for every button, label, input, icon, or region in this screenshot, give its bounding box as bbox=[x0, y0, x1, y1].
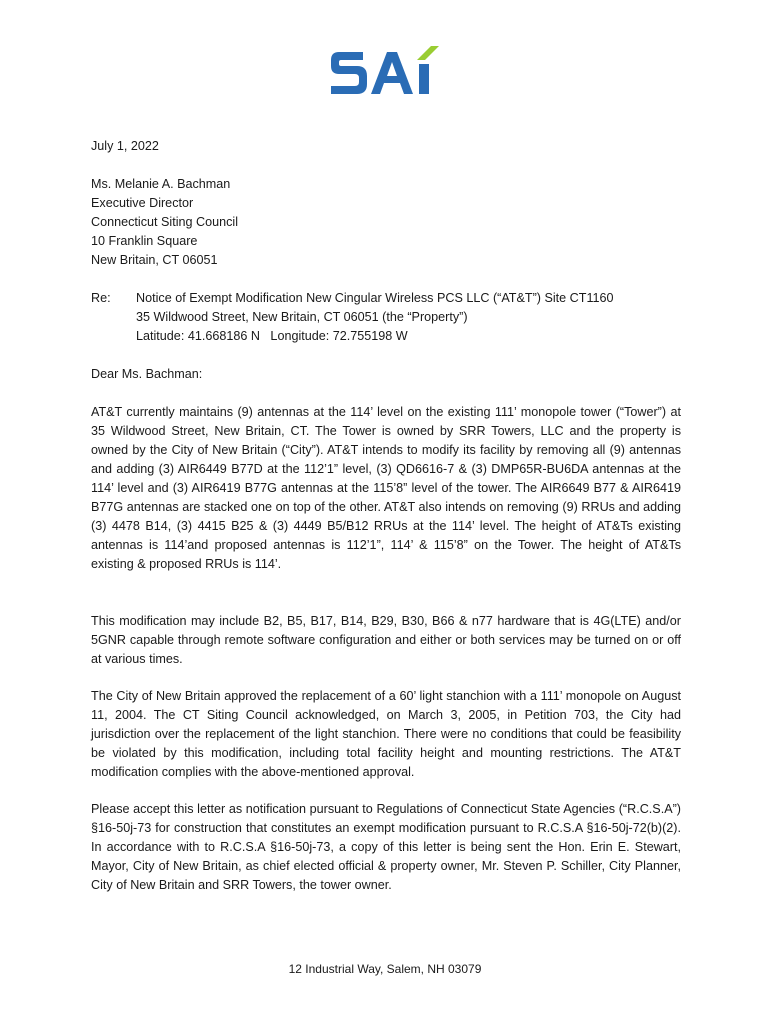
paragraph-antennas: AT&T currently maintains (9) antennas at the 114’ level on the existing 111’ monopole tower (“Tower”) at 35 Wildwood Street, New Britain, CT. The Tower is owned by SRR Towers, LLC and the property is owned by the City of New Britain (“City”). AT&T intends to modify its facility by removing all (9) antennas and adding (3) AIR6449 B77D at the 112’1” level, (3) QD6616-7 & (3) DMP65R-BU6DA antennas at the 114’ level and (3) AIR6419 B77G antennas at the 115’8” level of the tower. The AIR6649 B77 & AIR6419 B77G antennas are stacked one on top of the other. AT&T also intends on removing (9) RRUs and adding (3) 4478 B14, (3) 4415 B25 & (3) 4449 B5/B12 RRUs at the 114’ level. The height of AT&Ts existing antennas is 114’and proposed antennas is 112’1”, 114’ & 115’8” on the Tower. The height of AT&Ts existing & proposed RRUs is 114’. bbox=[91, 405, 681, 571]
subject-label: Re: bbox=[91, 291, 111, 305]
subject-title: Notice of Exempt Modification New Cingular Wireless PCS LLC (“AT&T”) Site CT1160 bbox=[136, 291, 614, 305]
recipient-title: Executive Director bbox=[91, 196, 194, 210]
recipient-address bbox=[91, 175, 681, 270]
recipient-city: New Britain, CT 06051 bbox=[91, 253, 218, 267]
recipient-name: Ms. Melanie A. Bachman bbox=[91, 177, 231, 191]
subject-coordinates: Latitude: 41.668186 N Longitude: 72.755198 W bbox=[136, 329, 408, 343]
paragraph-approval: The City of New Britain approved the replacement of a 60’ light stanchion with a 111’ monopole on August 11, 2004. The CT Siting Council acknowledged, on March 3, 2005, in Petition 703, the City had jurisdiction over the replacement of the light stanchion. There were no conditions that could be feasibility be violated by this modification, including total facility height and mounting restrictions. The AT&T modification complies with the above-mentioned approval. bbox=[91, 689, 681, 779]
letter-date: July 1, 2022 bbox=[91, 139, 159, 153]
recipient-organization: Connecticut Siting Council bbox=[91, 215, 239, 229]
recipient-street: 10 Franklin Square bbox=[91, 234, 198, 248]
paragraph-hardware: This modification may include B2, B5, B17, B14, B29, B30, B66 & n77 hardware that is 4G(LTE) and/or 5GNR capable through remote software configuration and either or both services may be turned on or off at various times. bbox=[91, 614, 681, 666]
subject-lines bbox=[136, 289, 614, 346]
salutation: Dear Ms. Bachman: bbox=[91, 367, 203, 381]
footer-address: 12 Industrial Way, Salem, NH 03079 bbox=[288, 962, 482, 976]
subject-address: 35 Wildwood Street, New Britain, CT 06051 (the “Property”) bbox=[136, 310, 468, 324]
paragraph-notification: Please accept this letter as notification pursuant to Regulations of Connecticut State Agencies (“R.C.S.A”) §16-50j-73 for construction that constitutes an exempt modification pursuant to R.C.S.A §16-50j-72(b)(2). In accordance with to R.C.S.A §16-50j-73, a copy of this letter is being sent the Hon. Erin E. Stewart, Mayor, City of New Britain, as chief elected official & property owner, Mr. Steven P. Schiller, City Planner, City of New Britain and SRR Towers, the tower owner. bbox=[91, 802, 681, 892]
sai-logo bbox=[327, 44, 443, 100]
